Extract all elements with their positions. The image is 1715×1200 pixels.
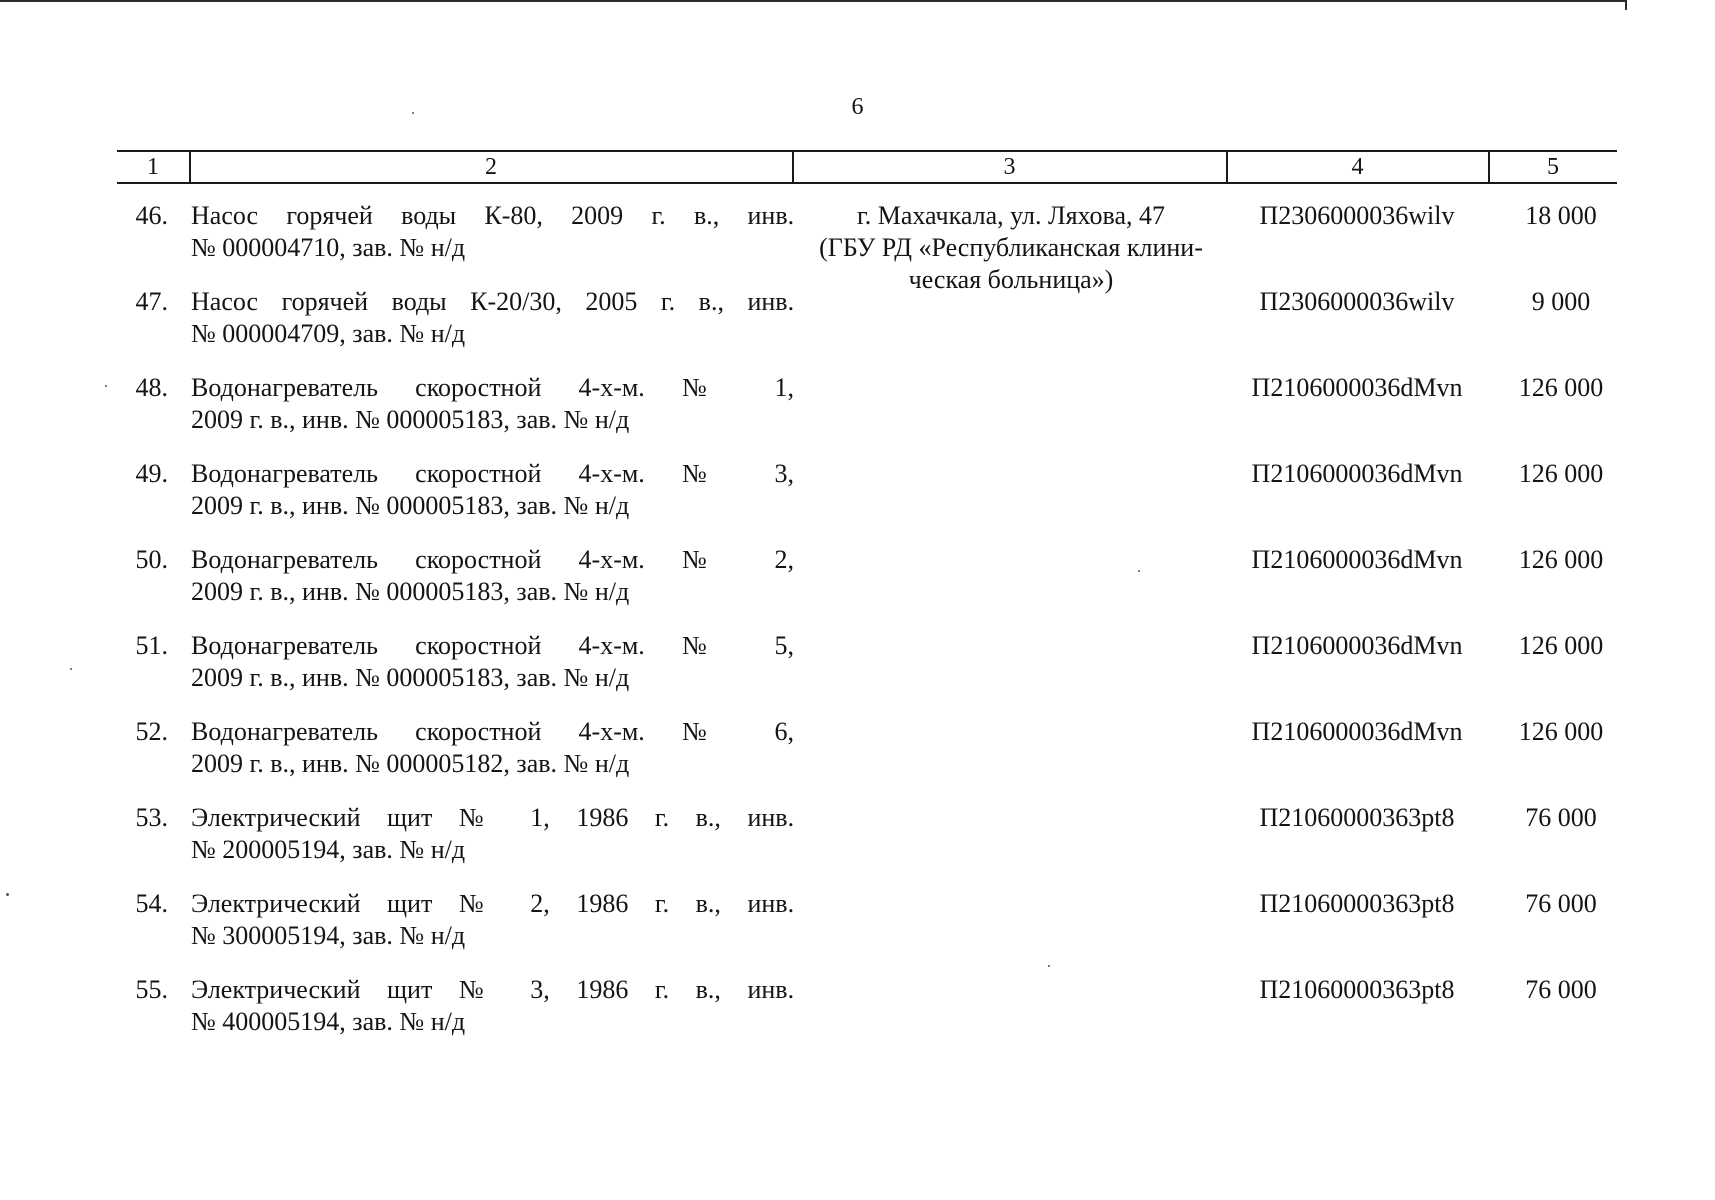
scan-speck [412,112,414,114]
registry-code: П2306000036wilv [1259,287,1455,316]
scan-speck [70,668,72,670]
row-number: 54. [135,889,168,918]
description-word: Насос [191,201,259,230]
description-word: 2, [530,889,550,918]
item-description [191,200,794,264]
amount: 9 000 [1531,287,1591,316]
table-row [0,200,1715,280]
description-word: № [458,803,504,832]
amount: 76 000 [1525,975,1597,1004]
row-number: 55. [135,975,168,1004]
table-header-bottom-border [117,182,1617,184]
item-description-line [191,458,794,490]
description-word: инв. [747,975,795,1004]
description-word: Водонагреватель [191,631,379,660]
column-header-4: 4 [1351,154,1364,180]
item-description-line: 2009 г. в., инв. № 000005183, зав. № н/д [191,405,630,434]
description-word: 1986 [576,975,629,1004]
item-description-line [191,888,794,920]
description-word: в., [695,803,721,832]
amount: 126 000 [1518,545,1604,574]
item-description-line [191,716,794,748]
description-word: 4-х-м. [578,717,645,746]
amount: 126 000 [1518,459,1604,488]
description-word: 1, [774,373,795,402]
item-description-line [191,372,794,404]
description-word: К-20/30, [470,287,562,316]
description-word: г. [654,803,670,832]
description-word: 1, [530,803,550,832]
item-description-line [191,974,794,1006]
item-description [191,802,794,866]
description-word: Электрический [191,889,361,918]
item-description-line: 2009 г. в., инв. № 000005183, зав. № н/д [191,491,630,520]
item-description-line: 2009 г. в., инв. № 000005182, зав. № н/д [191,749,630,778]
item-description [191,974,794,1038]
description-word: щит [387,975,433,1004]
description-word: 5, [774,631,795,660]
registry-code: П21060000363pt8 [1259,889,1455,918]
description-word: Электрический [191,975,361,1004]
table-row [0,974,1715,1054]
description-word: 4-х-м. [578,545,645,574]
amount: 76 000 [1525,889,1597,918]
table-row [0,716,1715,796]
amount: 76 000 [1525,803,1597,832]
item-description-line: № 000004710, зав. № н/д [191,233,466,262]
description-word: № [681,545,738,574]
item-description [191,458,794,522]
description-word: скоростной [415,459,542,488]
item-description [191,372,794,436]
registry-code: П2306000036wilv [1259,201,1455,230]
table-row [0,458,1715,538]
description-word: 1986 [576,803,629,832]
description-word: воды [391,287,447,316]
row-number: 48. [135,373,168,402]
registry-code: П2106000036dMvn [1251,545,1463,574]
description-word: № [681,373,738,402]
item-description [191,888,794,952]
row-number: 51. [135,631,168,660]
table-row [0,286,1715,366]
description-word: 2005 [585,287,638,316]
amount: 18 000 [1525,201,1597,230]
row-number: 50. [135,545,168,574]
description-word: Водонагреватель [191,545,379,574]
description-word: инв. [747,803,795,832]
description-word: 4-х-м. [578,459,645,488]
description-word: скоростной [415,631,542,660]
row-number: 53. [135,803,168,832]
item-description-line [191,286,794,318]
description-word: № [681,631,738,660]
description-word: № [458,889,504,918]
description-word: инв. [747,287,795,316]
description-word: щит [387,889,433,918]
description-word: г. [654,889,670,918]
item-description [191,630,794,694]
description-word: 6, [774,717,795,746]
column-header-5: 5 [1547,154,1559,180]
scan-speck [1138,570,1140,572]
table-row [0,630,1715,710]
item-description-line [191,630,794,662]
description-word: 1986 [576,889,629,918]
description-word: Водонагреватель [191,373,379,402]
description-word: Насос [191,287,259,316]
description-word: Электрический [191,803,361,832]
description-word: 3, [530,975,550,1004]
item-description-line: № 400005194, зав. № н/д [191,1007,466,1036]
column-header-1: 1 [147,154,159,180]
scan-edge [0,0,1625,2]
item-description-line: 2009 г. в., инв. № 000005183, зав. № н/д [191,663,630,692]
description-word: 3, [774,459,795,488]
description-word: 4-х-м. [578,631,645,660]
description-word: № [681,717,738,746]
description-word: г. [651,201,666,230]
description-word: Водонагреватель [191,459,379,488]
description-word: в., [695,889,721,918]
description-word: Водонагреватель [191,717,379,746]
item-description [191,286,794,350]
description-word: скоростной [415,545,542,574]
table-row [0,544,1715,624]
item-description-line [191,802,794,834]
description-word: № [458,975,504,1004]
scan-edge [1625,0,1627,10]
description-word: в., [698,287,724,316]
item-description-line: 2009 г. в., инв. № 000005183, зав. № н/д [191,577,630,606]
row-number: 52. [135,717,168,746]
amount: 126 000 [1518,631,1604,660]
description-word: 2009 [571,201,624,230]
description-word: 2, [774,545,795,574]
description-word: г. [660,287,676,316]
description-word: в., [695,975,721,1004]
description-word: горячей [281,287,369,316]
description-word: в., [693,201,720,230]
table-row [0,372,1715,452]
description-word: К-80, [484,201,543,230]
row-number: 49. [135,459,168,488]
item-description-line: № 300005194, зав. № н/д [191,921,466,950]
registry-code: П2106000036dMvn [1251,459,1463,488]
item-description-line [191,200,794,232]
row-number: 47. [135,287,168,316]
amount: 126 000 [1518,717,1604,746]
description-word: воды [401,201,457,230]
page-number: 6 [851,94,864,120]
item-description-line [191,544,794,576]
item-description-line: № 200005194, зав. № н/д [191,835,466,864]
registry-code: П2106000036dMvn [1251,717,1463,746]
item-description-line: № 000004709, зав. № н/д [191,319,466,348]
scan-speck [105,385,107,387]
description-word: № [681,459,738,488]
amount: 126 000 [1518,373,1604,402]
item-description [191,716,794,780]
scan-speck [6,893,9,896]
column-header-2: 2 [485,154,497,180]
description-word: инв. [747,889,795,918]
address-line: ческая больница») [908,265,1114,294]
description-word: г. [654,975,670,1004]
registry-code: П2106000036dMvn [1251,373,1463,402]
table-row [0,802,1715,882]
column-header-3: 3 [1003,154,1016,180]
description-word: 4-х-м. [578,373,645,402]
address-line: (ГБУ РД «Республиканская клини- [819,233,1203,262]
table-row [0,888,1715,968]
registry-code: П2106000036dMvn [1251,631,1463,660]
description-word: щит [387,803,433,832]
description-word: скоростной [415,373,542,402]
registry-code: П21060000363pt8 [1259,975,1455,1004]
registry-code: П21060000363pt8 [1259,803,1455,832]
item-description [191,544,794,608]
description-word: инв. [747,201,795,230]
row-number: 46. [135,201,168,230]
address-line: г. Махачкала, ул. Ляхова, 47 [856,201,1166,230]
description-word: горячей [286,201,373,230]
description-word: скоростной [415,717,542,746]
scan-speck [1048,965,1050,967]
